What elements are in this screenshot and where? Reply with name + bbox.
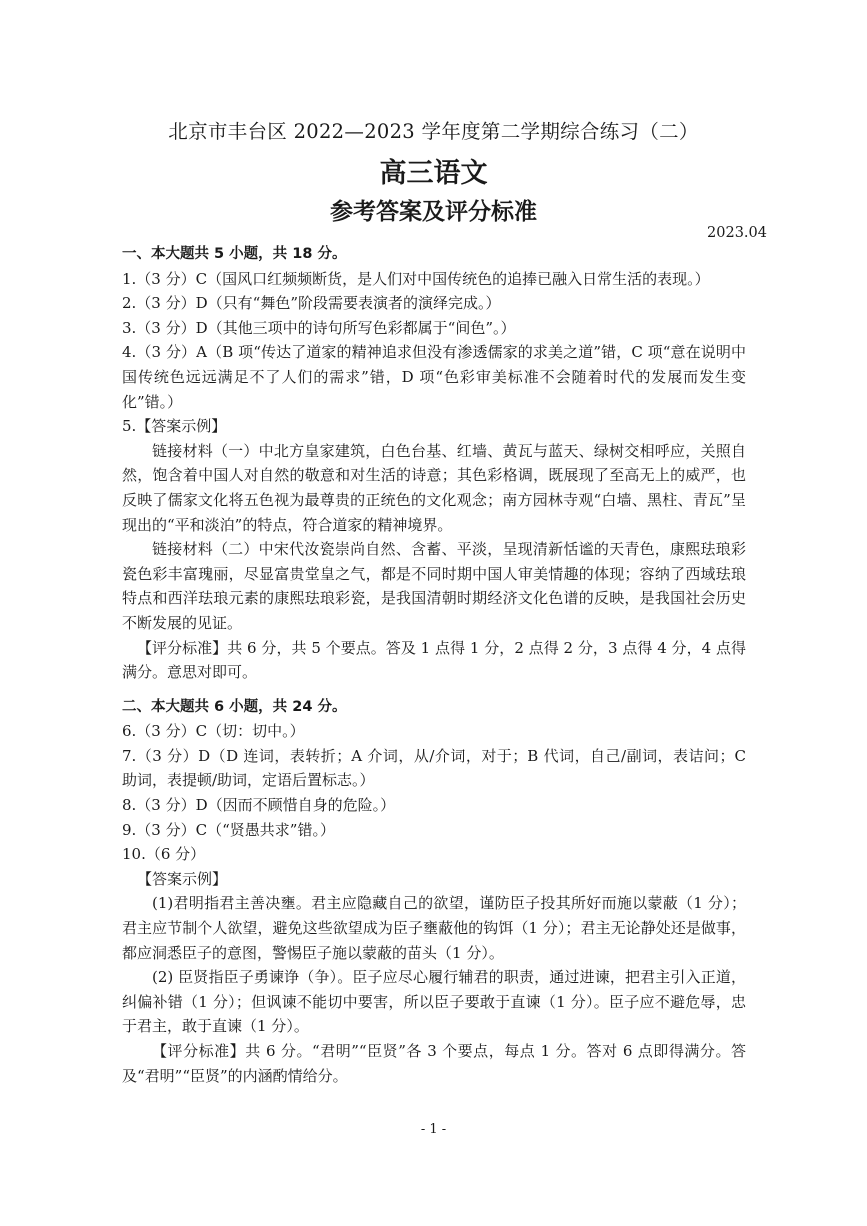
section1-heading: 一、本大题共 5 小题，共 18 分。 <box>122 246 347 262</box>
answer-q5-paragraph2: 链接材料（二）中宋代汝瓷崇尚自然、含蓄、平淡，呈现清新恬谧的天青色，康熙珐琅彩瓷色彩丰富瑰丽，尽显富贵堂皇之气，都是不同时期中国人审美情趣的体现；容纳了西域珐琅特点和西洋珐琅元素的康熙珐琅彩瓷，是我国清朝时期经济文化色谱的反映，是我国社会历史不断发展的见证。 <box>122 540 746 632</box>
date-label: 2023.04 <box>707 225 767 241</box>
answer-key-title: 参考答案及评分标准 <box>330 199 537 225</box>
answer-q9: 9.（3 分）C（“贤愚共求”错。） <box>122 820 335 839</box>
answer-q5-paragraph1: 链接材料（一）中北方皇家建筑，白色台基、红墙、黄瓦与蓝天、绿树交相呼应，关照自然，饱含着中国人对自然的敬意和对生活的诗意；其色彩格调，既展现了至高无上的威严，也反映了儒家文化将五色视为最尊贵的正统色的文化观念；南方园林寺观“白墙、黑柱、青瓦”呈现出的“平和淡泊”的特点，符合道家的精神境界。 <box>122 441 746 534</box>
answer-q5-scoring: 【评分标准】共 6 分，共 5 个要点。答及 1 点得 1 分，2 点得 2 分，3 点得 4 分，4 点得满分。意思对即可。 <box>122 638 746 682</box>
answer-q7: 7.（3 分）D（D 连词，表转折；A 介词，从/介词，对于；B 代词，自己/副词，表诘问；C 助词，表提顿/助词，定语后置标志。） <box>122 746 746 790</box>
answer-q3: 3.（3 分）D（其他三项中的诗句所写色彩都属于“间色”。） <box>122 318 516 337</box>
answer-q10-label: 10.（6 分） <box>122 845 206 864</box>
answer-q10-scoring: 【评分标准】共 6 分。“君明”“臣贤”各 3 个要点，每点 1 分。答对 6 点即得满分。答及“君明”“臣贤”的内涵酌情给分。 <box>122 1042 746 1085</box>
answer-q5-label: 5.【答案示例】 <box>122 417 227 436</box>
answer-q8: 8.（3 分）D（因而不顾惜自身的危险。） <box>122 796 396 815</box>
subject-title: 高三语文 <box>379 158 488 189</box>
answer-q6: 6.（3 分）C（切：切中。） <box>122 722 305 741</box>
answer-q10-paragraph1: (1)君明指君主善决壅。君主应隐藏自己的欲望，谨防臣子投其所好而施以蒙蔽（1 分）；君主应节制个人欲望，避免这些欲望成为臣子壅蔽他的钩饵（1 分）；君主无论静处还是做事，都应洞悉臣子的意图，警惕臣子施以蒙蔽的苗头（1 分）。 <box>122 894 746 962</box>
answer-q1: 1.（3 分）C（国风口红频频断货，是人们对中国传统色的追捧已融入日常生活的表现。） <box>122 269 710 288</box>
exam-title: 北京市丰台区 2022—2023 学年度第二学期综合练习（二） <box>168 120 699 143</box>
page-number: - 1 - <box>420 1122 447 1137</box>
section2-heading: 二、本大题共 6 小题，共 24 分。 <box>122 698 347 715</box>
answer-q4: 4.（3 分）A（B 项“传达了道家的精神追求但没有渗透儒家的求美之道”错，C 项“意在说明中国传统色远远满足不了人们的需求”错，D 项“色彩审美标准不会随着时代的发展而发生变化”错。） <box>122 343 746 411</box>
answer-q10-paragraph2: (2) 臣贤指臣子勇谏诤（争）。臣子应尽心履行辅君的职责，通过进谏，把君主引入正道，纠偏补错（1 分）；但讽谏不能切中要害，所以臣子要敢于直谏（1 分）。臣子应不避危辱，忠于君主，敢于直谏（1 分）。 <box>122 968 746 1036</box>
answer-q10-example-label: 【答案示例】 <box>137 869 228 888</box>
document-body <box>122 242 746 1088</box>
answer-q2: 2.（3 分）D（只有“舞色”阶段需要表演者的演绎完成。） <box>122 294 501 313</box>
